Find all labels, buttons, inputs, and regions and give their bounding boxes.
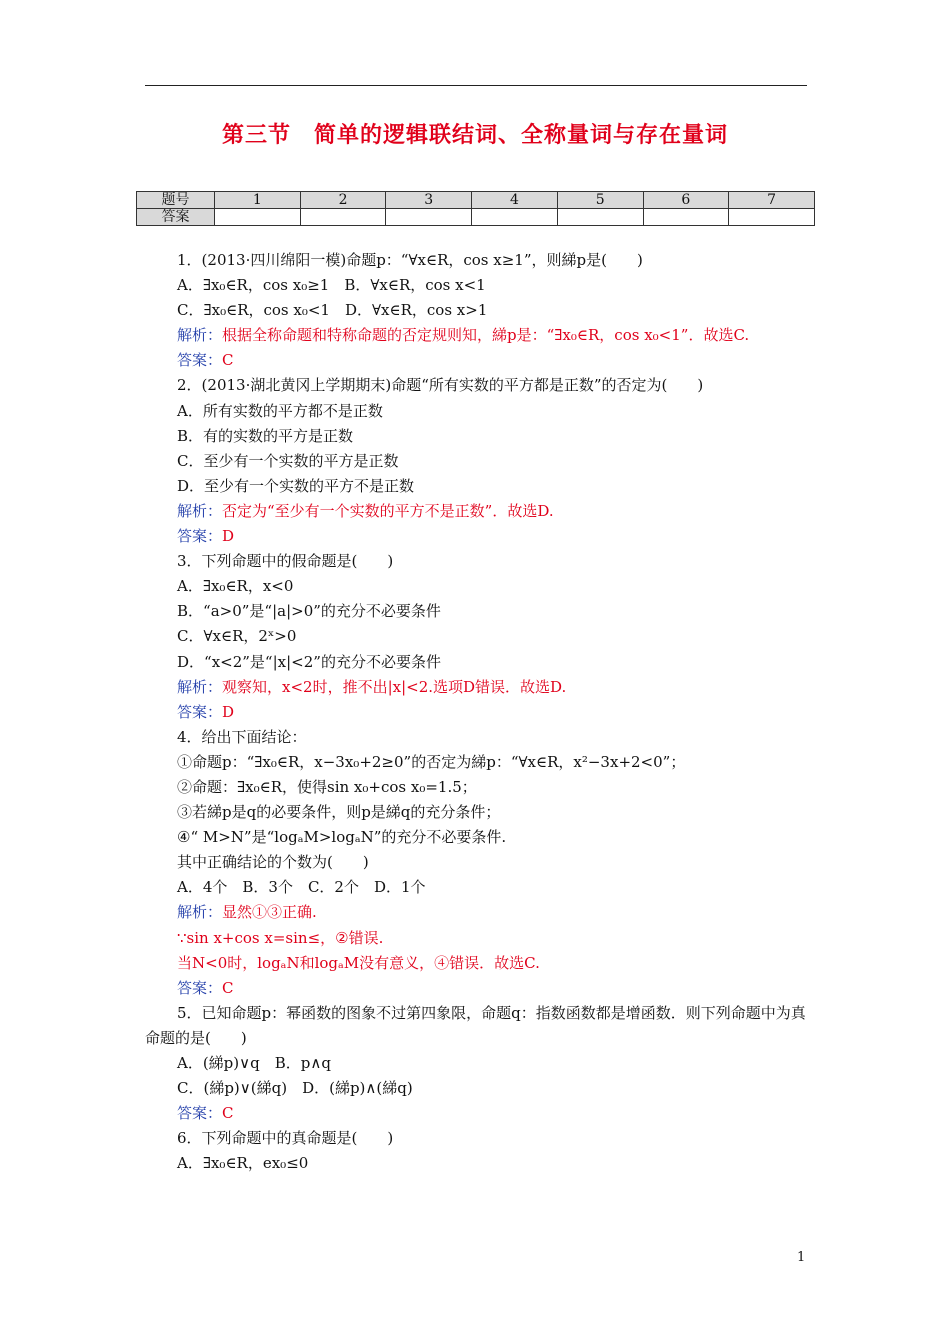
- answer-value: D: [222, 527, 235, 546]
- q4-ask: 其中正确结论的个数为( ): [177, 853, 369, 872]
- q3-stem: 3．下列命题中的假命题是( ): [177, 552, 394, 571]
- answer-cell[interactable]: [729, 209, 815, 226]
- analysis-label: 解析：: [177, 326, 223, 345]
- number-cell: 2: [300, 192, 386, 209]
- question-number-row: [137, 192, 815, 209]
- q3-answer: [145, 700, 807, 725]
- q5-stem: [145, 1001, 807, 1051]
- q1-answer: [145, 348, 807, 373]
- q1-options-ab: A．∃x₀∈R，cos x₀≥1 B．∀x∈R，cos x<1: [177, 276, 486, 295]
- q1-analysis: [145, 323, 807, 348]
- answer-cell[interactable]: [215, 209, 301, 226]
- number-cell: 1: [215, 192, 301, 209]
- answer-cell[interactable]: [472, 209, 558, 226]
- answer-table: [136, 191, 815, 226]
- analysis-text: 观察知，x<2时，推不出|x|<2.选项D错误．故选D.: [222, 677, 567, 696]
- q3-analysis: [145, 675, 807, 700]
- section-title: 第三节 简单的逻辑联结词、全称量词与存在量词: [221, 123, 728, 148]
- number-cell: 5: [557, 192, 643, 209]
- q5-stem-text: 5．已知命题p：幂函数的图象不过第四象限，命题q：指数函数都是增函数．则下列命题中为真命题的是( ): [145, 1003, 806, 1047]
- analysis-label: 解析：: [177, 677, 223, 696]
- answer-label: 答案：: [177, 1104, 223, 1123]
- answer-value: C: [222, 351, 234, 370]
- q2-option-d: D．至少有一个实数的平方不是正数: [177, 476, 415, 495]
- q4-statement-2: ②命题：∃x₀∈R，使得sin x₀+cos x₀=1.5；: [177, 777, 477, 796]
- q2-stem: 2．(2013·湖北黄冈上学期期末)命题“所有实数的平方都是正数”的否定为( ): [177, 376, 704, 395]
- answer-value: C: [222, 1104, 234, 1123]
- analysis-text: 否定为“至少有一个实数的平方不是正数”．故选D.: [222, 501, 554, 520]
- q4-stem: 4．给出下面结论：: [177, 727, 307, 746]
- analysis-label: 解析：: [177, 903, 223, 922]
- q4-answer: [145, 976, 807, 1001]
- q3-option-a: A．∃x₀∈R，x<0: [177, 577, 294, 596]
- answer-row: [137, 209, 815, 226]
- q6-stem: 6．下列命题中的真命题是( ): [177, 1129, 394, 1148]
- q3-option-c: C．∀x∈R，2ˣ>0: [177, 627, 297, 646]
- q4-statement-3: ③若綈p是q的必要条件，则p是綈q的充分条件；: [177, 803, 501, 822]
- q2-option-a: A．所有实数的平方都不是正数: [177, 401, 383, 420]
- answer-cell[interactable]: [557, 209, 643, 226]
- answer-label: 答案：: [177, 351, 223, 370]
- q2-option-b: B．有的实数的平方是正数: [177, 426, 354, 445]
- q3-option-d: D．“x<2”是“|x|<2”的充分不必要条件: [177, 652, 441, 671]
- number-cell: 4: [472, 192, 558, 209]
- answer-label: 答案：: [177, 527, 223, 546]
- q2-analysis: [145, 499, 807, 524]
- answer-label: 答案：: [177, 702, 223, 721]
- number-cell: 3: [386, 192, 472, 209]
- analysis-label: 解析：: [177, 501, 223, 520]
- q4-statement-1: ①命题p：“∃x₀∈R，x−3x₀+2≥0”的否定为綈p：“∀x∈R，x²−3x+2<0”；: [177, 752, 686, 771]
- header-rule: [145, 85, 807, 86]
- answer-value: D: [222, 702, 235, 721]
- q5-options-ab: A．(綈p)∨q B．p∧q: [177, 1054, 331, 1072]
- q2-answer: [145, 524, 807, 549]
- q4-analysis-line-2: ∵sin x+cos x=sin≤，②错误.: [177, 928, 384, 947]
- page-number: 1: [797, 1250, 806, 1265]
- q5-answer: [145, 1101, 807, 1126]
- q4-analysis: [145, 900, 807, 925]
- q1-options-cd: C．∃x₀∈R，cos x₀<1 D．∀x∈R，cos x>1: [177, 301, 488, 320]
- q5-options-cd: C．(綈p)∨(綈q) D．(綈p)∧(綈q): [177, 1079, 413, 1098]
- q2-option-c: C．至少有一个实数的平方是正数: [177, 451, 399, 470]
- q4-options: A．4个 B．3个 C．2个 D．1个: [177, 878, 426, 897]
- q4-analysis-line-3: 当N<0时，logₐN和logₐM没有意义，④错误．故选C.: [177, 953, 540, 972]
- answer-label: 答案：: [177, 978, 223, 997]
- analysis-text: 显然①③正确.: [222, 903, 317, 922]
- row-label-answer: 答案: [137, 209, 215, 226]
- question-list: [145, 248, 807, 1176]
- q1-stem: 1．(2013·四川绵阳一模)命题p：“∀x∈R，cos x≥1”，则綈p是( ): [177, 251, 643, 269]
- q3-option-b: B．“a>0”是“|a|>0”的充分不必要条件: [177, 602, 441, 621]
- answer-value: C: [222, 978, 234, 997]
- analysis-text: 根据全称命题和特称命题的否定规则知，綈p是：“∃x₀∈R，cos x₀<1”．故选C.: [222, 326, 750, 345]
- answer-cell[interactable]: [386, 209, 472, 226]
- q4-statement-4: ④“ M>N”是“logₐM>logₐN”的充分不必要条件.: [177, 828, 507, 847]
- q6-option-a: A．∃x₀∈R，ex₀≤0: [177, 1154, 309, 1173]
- answer-cell[interactable]: [643, 209, 729, 226]
- answer-cell[interactable]: [300, 209, 386, 226]
- number-cell: 6: [643, 192, 729, 209]
- number-cell: 7: [729, 192, 815, 209]
- row-label-number: 题号: [137, 192, 215, 209]
